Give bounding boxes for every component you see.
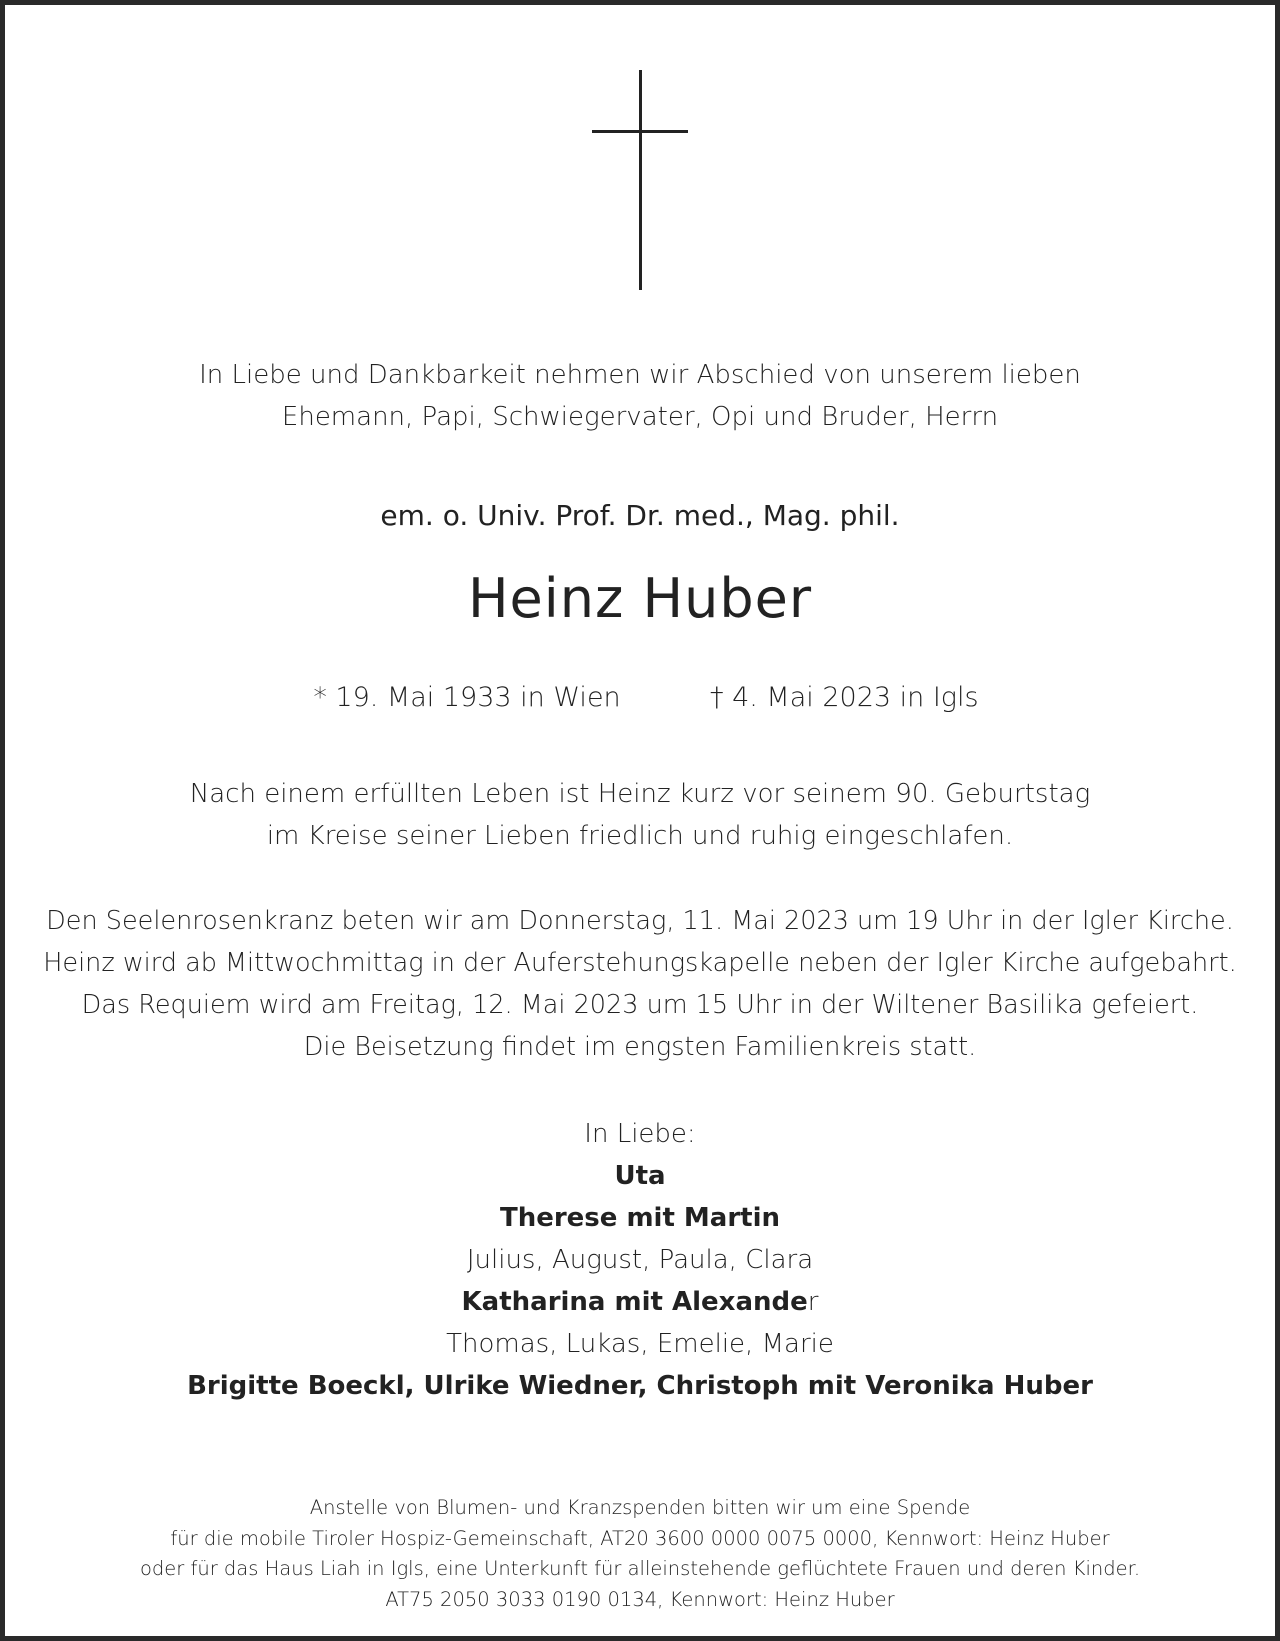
service-line-2: Heinz wird ab Mittwochmittag in der Auferstehungskapelle neben der Igler Kirche aufgebahrt.	[43, 948, 1237, 978]
life-text	[20, 773, 1260, 857]
mourner-grandchildren-1: Julius, August, Paula, Clara	[466, 1245, 814, 1275]
mourner-siblings: Brigitte Boeckl, Ulrike Wiedner, Christoph mit Veronika Huber	[187, 1371, 1093, 1401]
donation-line-3: oder für das Haus Liah in Igls, eine Unterkunft für alleinstehende geflüchtete Frauen und deren Kinder.	[139, 1557, 1141, 1580]
death-date: † 4. Mai 2023 in Igls	[710, 682, 979, 713]
service-line-1: Den Seelenrosenkranz beten wir am Donnerstag, 11. Mai 2023 um 19 Uhr in der Igler Kirche.	[46, 906, 1234, 936]
mourner-uta: Uta	[614, 1161, 666, 1191]
academic-title: em. o. Univ. Prof. Dr. med., Mag. phil.	[380, 499, 900, 532]
donation-note	[20, 1493, 1260, 1615]
service-line-4: Die Beisetzung findet im engsten Familienkreis statt.	[303, 1032, 977, 1062]
mourner-katharina-main: Katharina mit Alexande	[461, 1287, 808, 1317]
mourners-list	[20, 1113, 1260, 1407]
mourner-therese: Therese mit Martin	[499, 1203, 781, 1233]
intro-line-1: In Liebe und Dankbarkeit nehmen wir Abschied von unserem lieben	[199, 360, 1081, 390]
donation-line-4: AT75 2050 3033 0190 0134, Kennwort: Heinz Huber	[385, 1587, 895, 1611]
mourner-katharina	[20, 1281, 1260, 1323]
service-details	[20, 900, 1260, 1068]
life-line-2: im Kreise seiner Lieben friedlich und ruhig eingeschlafen.	[266, 821, 1014, 851]
cross-vertical-bar	[639, 70, 642, 290]
cross-horizontal-bar	[592, 130, 688, 133]
mourner-katharina-tail: r	[807, 1287, 819, 1317]
mourner-grandchildren-2: Thomas, Lukas, Emelie, Marie	[446, 1329, 834, 1359]
deceased-name: Heinz Huber	[467, 567, 813, 630]
mourners-lead: In Liebe:	[584, 1119, 696, 1149]
intro-text	[20, 354, 1260, 438]
life-line-1: Nach einem erfüllten Leben ist Heinz kurz vor seinem 90. Geburtstag	[189, 779, 1091, 809]
birth-date: * 19. Mai 1933 in Wien	[313, 682, 621, 713]
cross-icon	[592, 70, 688, 290]
donation-line-2: für die mobile Tiroler Hospiz-Gemeinschaft, AT20 3600 0000 0075 0000, Kennwort: Heinz Huber	[170, 1526, 1110, 1550]
service-line-3: Das Requiem wird am Freitag, 12. Mai 2023 um 15 Uhr in der Wiltener Basilika gefeiert.	[81, 990, 1199, 1020]
intro-line-2: Ehemann, Papi, Schwiegervater, Opi und Bruder, Herrn	[281, 402, 999, 432]
donation-line-1: Anstelle von Blumen- und Kranzspenden bitten wir um eine Spende	[309, 1496, 971, 1519]
